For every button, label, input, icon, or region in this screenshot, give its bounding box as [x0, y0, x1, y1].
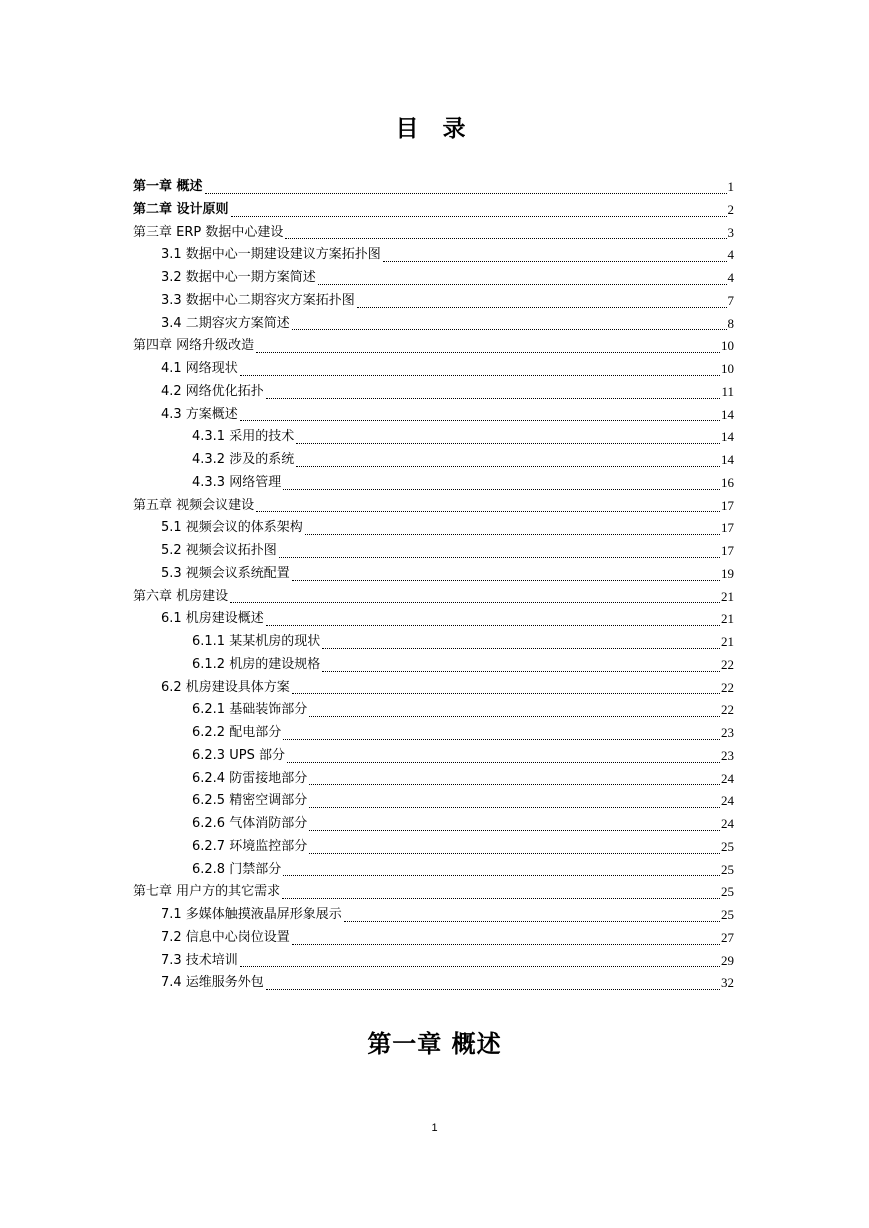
toc-entry[interactable] [133, 199, 734, 222]
toc-leader-dots [309, 829, 720, 831]
toc-entry-label: 第五章 视频会议建设 [133, 497, 255, 513]
toc-entry-label: 5.2 视频会议拓扑图 [161, 543, 277, 558]
toc-entry[interactable] [133, 699, 734, 722]
toc-leader-dots [282, 897, 720, 899]
toc-leader-dots [292, 692, 720, 694]
toc-leader-dots [322, 670, 720, 672]
toc-entry-page: 10 [721, 361, 734, 376]
toc-leader-dots [205, 192, 727, 194]
toc-leader-dots [266, 624, 720, 626]
toc-entry-label: 3.1 数据中心一期建设建议方案拓扑图 [161, 247, 381, 263]
toc-entry-page: 11 [721, 383, 734, 399]
toc-entry[interactable] [133, 540, 734, 563]
chapter-heading: 第一章 概述 [367, 1030, 502, 1058]
toc-entry-label: 4.2 网络优化拓扑 [161, 383, 264, 399]
toc-leader-dots [296, 442, 720, 444]
toc-entry-label: 3.4 二期容灾方案简述 [161, 315, 290, 331]
toc-leader-dots [292, 328, 727, 330]
table-of-contents [133, 176, 734, 995]
toc-leader-dots [240, 374, 720, 376]
toc-leader-dots [309, 783, 720, 785]
toc-entry[interactable] [133, 290, 734, 313]
toc-leader-dots [256, 351, 720, 353]
toc-leader-dots [309, 715, 720, 717]
toc-entry-label: 第二章 设计原则 [133, 201, 229, 217]
toc-entry-page: 25 [721, 884, 734, 900]
toc-entry-label: 6.2.2 配电部分 [192, 725, 282, 740]
toc-leader-dots [231, 215, 727, 217]
toc-entry-label: 4.3.2 涉及的系统 [192, 452, 295, 467]
toc-leader-dots [305, 533, 720, 535]
toc-entry-label: 4.1 网络现状 [161, 361, 238, 376]
toc-entry-label: 6.1.1 某某机房的现状 [192, 634, 321, 649]
toc-entry-label: 7.4 运维服务外包 [161, 975, 264, 991]
toc-entry[interactable] [133, 267, 734, 290]
toc-leader-dots [266, 988, 720, 990]
toc-leader-dots [279, 556, 720, 558]
toc-leader-dots [285, 237, 726, 239]
toc-entry-page: 19 [721, 565, 734, 581]
toc-entry-page: 27 [721, 929, 734, 945]
toc-leader-dots [292, 943, 720, 945]
toc-entry[interactable] [133, 404, 734, 427]
toc-entry-page: 23 [721, 747, 734, 763]
toc-entry-page: 24 [721, 816, 734, 831]
toc-entry[interactable] [133, 335, 734, 358]
toc-entry-page: 14 [721, 406, 734, 422]
toc-entry-label: 第三章 ERP 数据中心建设 [133, 224, 284, 240]
toc-entry-page: 25 [721, 838, 734, 854]
toc-entry-page: 23 [721, 725, 734, 740]
toc-leader-dots [256, 510, 720, 512]
toc-entry[interactable] [133, 381, 734, 404]
toc-entry-page: 25 [721, 861, 734, 877]
toc-entry-page: 4 [727, 270, 734, 285]
toc-leader-dots [283, 738, 720, 740]
toc-entry-label: 6.2.4 防雷接地部分 [192, 770, 308, 786]
toc-entry[interactable] [133, 495, 734, 518]
toc-entry-page: 25 [721, 907, 734, 922]
toc-entry[interactable] [133, 859, 734, 882]
toc-entry-label: 4.3.1 采用的技术 [192, 429, 295, 445]
toc-entry-page: 4 [727, 247, 734, 263]
toc-entry-label: 第七章 用户方的其它需求 [133, 884, 281, 900]
toc-entry-label: 第四章 网络升级改造 [133, 338, 255, 354]
toc-entry-label: 7.1 多媒体触摸液晶屏形象展示 [161, 907, 342, 922]
toc-entry-label: 3.3 数据中心二期容灾方案拓扑图 [161, 292, 355, 308]
toc-entry[interactable] [133, 313, 734, 336]
toc-entry-page: 29 [721, 952, 734, 968]
page-number: 1 [431, 1122, 438, 1134]
toc-entry[interactable] [133, 972, 734, 995]
toc-entry[interactable] [133, 472, 734, 495]
toc-entry-label: 6.2.3 UPS 部分 [192, 747, 285, 763]
toc-entry-label: 6.1.2 机房的建设规格 [192, 656, 321, 672]
toc-entry-page: 32 [721, 975, 734, 991]
toc-entry-label: 5.3 视频会议系统配置 [161, 565, 290, 581]
toc-entry[interactable] [133, 176, 734, 199]
toc-entry-page: 21 [721, 588, 734, 604]
toc-entry-label: 6.2 机房建设具体方案 [161, 679, 290, 695]
toc-entry-label: 第六章 机房建设 [133, 588, 229, 604]
toc-entry-page: 8 [727, 315, 734, 331]
toc-entry[interactable] [133, 881, 734, 904]
toc-leader-dots [283, 874, 720, 876]
toc-entry[interactable] [133, 563, 734, 586]
toc-entry[interactable] [133, 222, 734, 245]
toc-entry[interactable] [133, 449, 734, 472]
toc-entry[interactable] [133, 745, 734, 768]
toc-entry[interactable] [133, 631, 734, 654]
toc-leader-dots [296, 465, 720, 467]
toc-entry-page: 16 [721, 474, 734, 490]
toc-entry-label: 6.2.7 环境监控部分 [192, 838, 308, 854]
toc-leader-dots [266, 397, 721, 399]
toc-entry[interactable] [133, 677, 734, 700]
toc-entry[interactable] [133, 426, 734, 449]
toc-leader-dots [287, 761, 720, 763]
toc-entry-page: 2 [727, 201, 734, 217]
toc-entry-page: 1 [727, 179, 734, 194]
toc-entry-label: 第一章 概述 [133, 179, 203, 194]
toc-entry[interactable] [133, 608, 734, 631]
toc-entry-page: 17 [721, 497, 734, 513]
toc-entry[interactable] [133, 358, 734, 381]
toc-leader-dots [309, 806, 720, 808]
toc-entry[interactable] [133, 813, 734, 836]
toc-leader-dots [283, 488, 720, 490]
toc-entry[interactable] [133, 927, 734, 950]
toc-entry-page: 17 [721, 543, 734, 558]
toc-entry-page: 22 [721, 679, 734, 695]
toc-entry[interactable] [133, 790, 734, 813]
toc-entry-label: 7.2 信息中心岗位设置 [161, 929, 290, 945]
toc-entry-page: 21 [721, 611, 734, 627]
toc-entry-label: 4.3.3 网络管理 [192, 474, 282, 490]
toc-leader-dots [318, 283, 727, 285]
toc-entry-page: 17 [721, 520, 734, 536]
toc-entry-page: 22 [721, 656, 734, 672]
toc-entry-label: 6.2.6 气体消防部分 [192, 816, 308, 831]
toc-leader-dots [357, 306, 727, 308]
toc-leader-dots [230, 601, 720, 603]
toc-leader-dots [292, 579, 720, 581]
toc-leader-dots [322, 647, 720, 649]
toc-entry-label: 3.2 数据中心一期方案简述 [161, 270, 316, 285]
toc-entry-label: 6.2.1 基础装饰部分 [192, 702, 308, 718]
toc-entry-page: 3 [727, 224, 734, 240]
toc-entry-page: 24 [721, 770, 734, 786]
toc-leader-dots [383, 260, 727, 262]
toc-entry-label: 4.3 方案概述 [161, 406, 238, 422]
toc-entry-page: 14 [721, 429, 734, 445]
toc-entry[interactable] [133, 768, 734, 791]
toc-entry-page: 22 [721, 702, 734, 718]
toc-entry[interactable] [133, 244, 734, 267]
toc-entry[interactable] [133, 836, 734, 859]
toc-entry-page: 24 [721, 793, 734, 809]
toc-entry-page: 10 [721, 338, 734, 354]
toc-entry-label: 7.3 技术培训 [161, 952, 238, 968]
toc-entry-label: 6.2.8 门禁部分 [192, 861, 282, 877]
toc-title: 目 录 [395, 116, 474, 142]
toc-leader-dots [240, 419, 720, 421]
toc-entry[interactable] [133, 517, 734, 540]
toc-entry-label: 6.1 机房建设概述 [161, 611, 264, 627]
toc-entry-label: 6.2.5 精密空调部分 [192, 793, 308, 809]
toc-entry-page: 21 [721, 634, 734, 649]
toc-entry[interactable] [133, 950, 734, 973]
toc-leader-dots [309, 852, 720, 854]
toc-entry-label: 5.1 视频会议的体系架构 [161, 520, 303, 536]
toc-entry[interactable] [133, 722, 734, 745]
toc-leader-dots [344, 920, 720, 922]
toc-entry-page: 7 [727, 292, 734, 308]
toc-entry[interactable] [133, 904, 734, 927]
toc-entry[interactable] [133, 654, 734, 677]
toc-entry[interactable] [133, 586, 734, 609]
toc-entry-page: 14 [721, 452, 734, 467]
toc-leader-dots [240, 965, 720, 967]
